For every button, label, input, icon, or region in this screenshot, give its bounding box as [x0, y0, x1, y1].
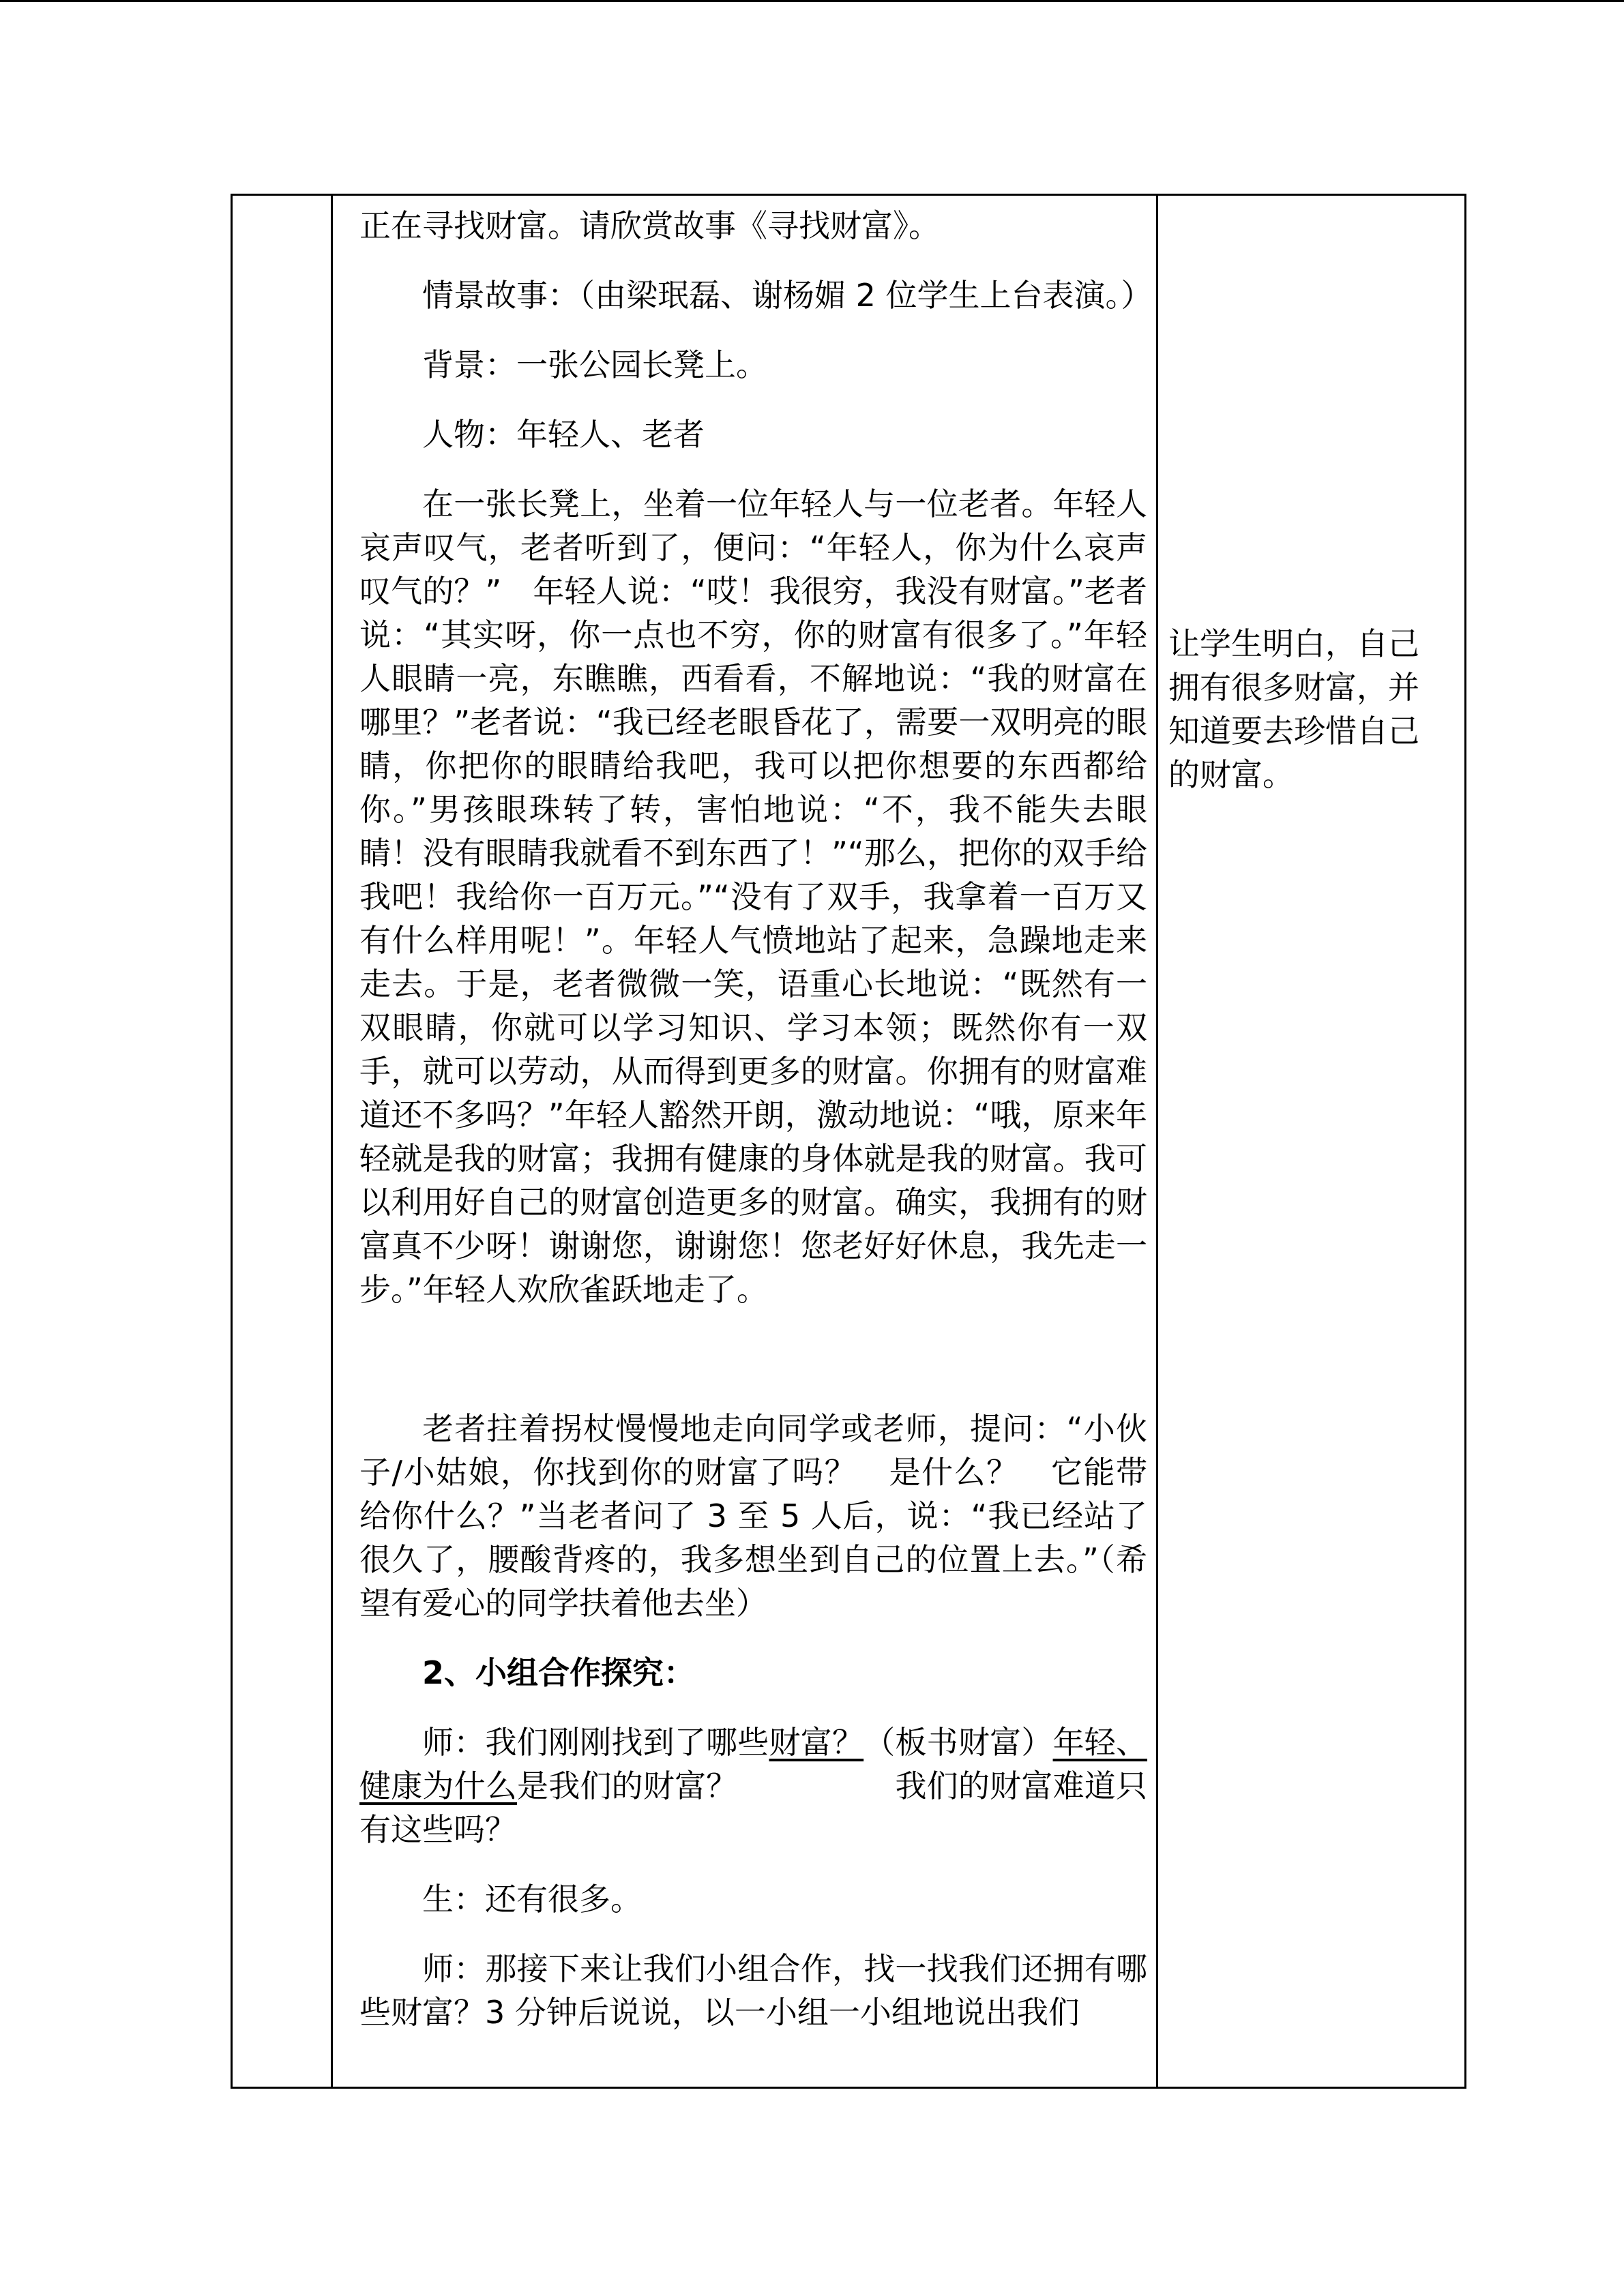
intro-paragraph: 正在寻找财富。请欣赏故事《寻找财富》。 — [359, 207, 940, 244]
section-heading: 2、小组合作探究： — [422, 1654, 696, 1691]
teacher-instruction-paragraph: 师：那接下来让我们小组合作，找一找我们还拥有哪些财富？3 分钟后说说，以一小组一小组地说出我们 — [359, 1950, 1147, 2031]
page-top-rule — [0, 0, 1624, 2]
column-divider-1 — [331, 196, 333, 2087]
underlined-youth-health: 年轻、健康为什么 — [359, 1724, 1148, 1804]
teaching-process-cell — [349, 196, 1158, 2087]
story-paragraph: 在一张长凳上，坐着一位年轻人与一位老者。年轻人哀声叹气，老者听到了，便问：“年轻人，你为什么哀声叹气的？” 年轻人说：“哎！我很穷，我没有财富。”老者说：“其实呀，你一点也不穷，你的财富有很多了。”年轻人眼睛一亮，东瞧瞧，西看看，不解地说：“我的财富在哪里？”老者说：“我已经老眼昏花了，需要一双明亮的眼睛，你把你的眼睛给我吧，我可以把你想要的东西都给你。”男孩眼珠转了转，害怕地说：“不，我不能失去眼睛！没有眼睛我就看不到东西了！”“那么，把你的双手给我吧！我给你一百万元。”“没有了双手，我拿着一百万又有什么样用呢！”。年轻人气愤地站了起来，急躁地走来走去。于是，老者微微一笑，语重心长地说：“既然有一双眼睛，你就可以学习知识、学习本领；既然你有一双手，就可以劳动，从而得到更多的财富。你拥有的财富难道还不多吗？”年轻人豁然开朗，激动地说：“哦，原来年轻就是我的财富；我拥有健康的身体就是我的财富。我可以利用好自己的财富创造更多的财富。确实，我拥有的财富真不少呀！谢谢您，谢谢您！您老好好休息，我先走一步。”年轻人欢欣雀跃地走了。 — [359, 486, 1147, 1308]
underlined-wealth: 财富？ — [769, 1724, 864, 1761]
teacher-question-paragraph — [359, 1720, 1147, 1851]
design-intent-cell: 让学生明白，自己拥有很多财富，并知道要去珍惜自己的财富。 — [1168, 625, 1419, 793]
lesson-plan-table — [231, 194, 1466, 2089]
board-note: （板书财富） — [863, 1724, 1053, 1761]
teacher-text-e: 是我们的财富？ 我们的财富难道只有这些吗？ — [359, 1768, 1148, 1848]
elder-paragraph: 老者拄着拐杖慢慢地走向同学或老师，提问：“小伙子/小姑娘，你找到你的财富了吗？ 是什么？ 它能带给你什么？”当老者问了 3 至 5 人后，说：“我已经站了很久了，腰酸背疼的，我多想坐到自己的位置上去。”（希望有爱心的同学扶着他去坐） — [359, 1410, 1147, 1622]
background-paragraph: 背景：一张公园长凳上。 — [422, 346, 767, 383]
characters-paragraph: 人物：年轻人、老者 — [422, 416, 705, 453]
teacher-text-a: 师：我们刚刚找到了哪些 — [422, 1724, 769, 1761]
scene-paragraph: 情景故事：（由梁珉磊、谢杨媚 2 位学生上台表演。） — [422, 277, 1153, 314]
student-answer-paragraph: 生：还有很多。 — [422, 1881, 642, 1918]
